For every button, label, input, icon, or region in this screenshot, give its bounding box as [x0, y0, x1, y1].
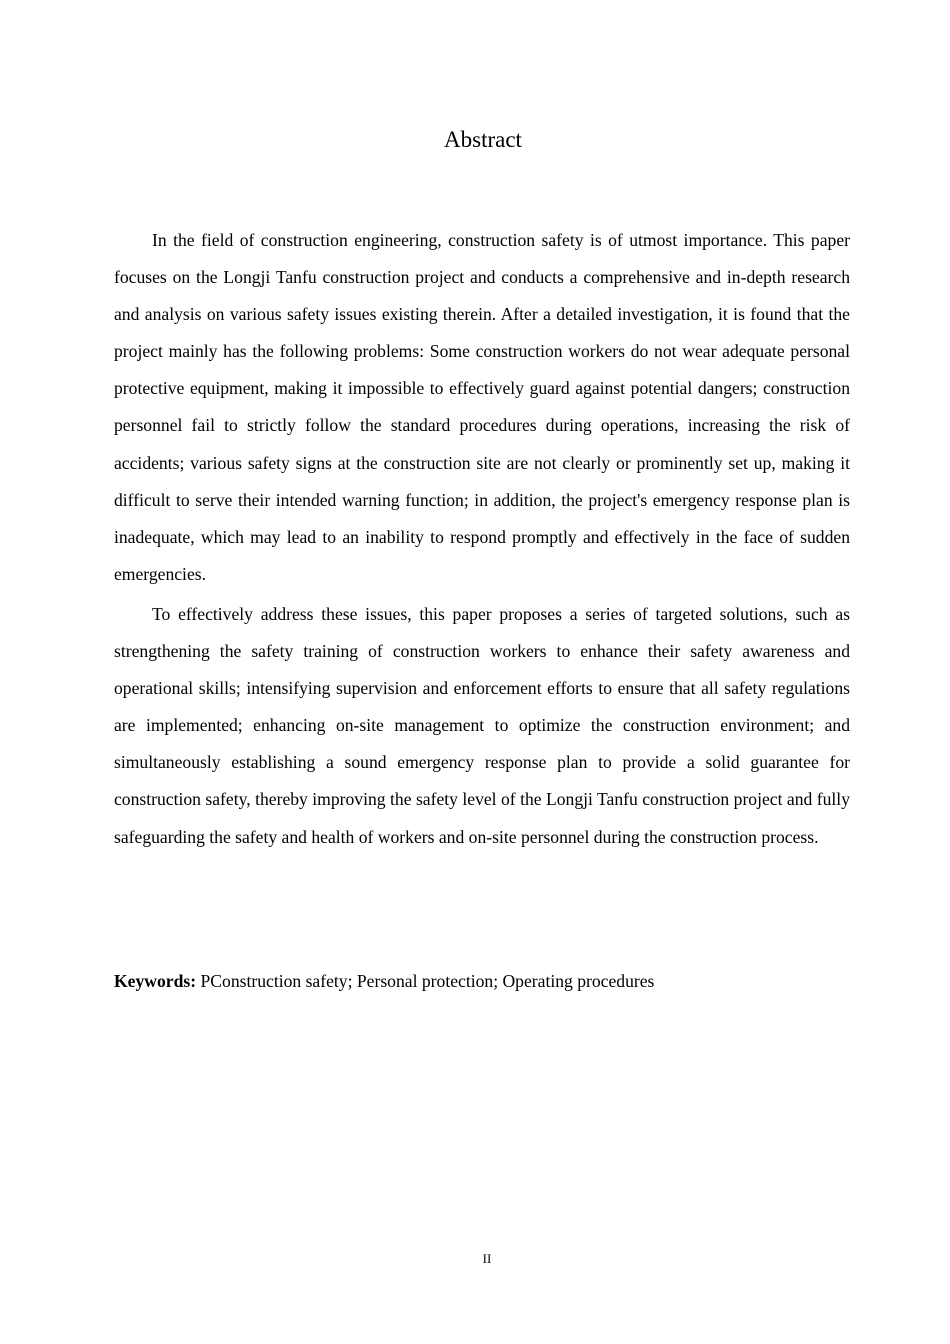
abstract-paragraph-2: To effectively address these issues, this paper proposes a series of targeted solutions, such as strengthening the safety training of construction workers to enhance their safety awareness and operational skills; intensifying supervision and enforcement efforts to ensure that all safety regulations are implemented; enhancing on-site management to optimize the construction environment; and simultaneously establishing a sound emergency response plan to provide a solid guarantee for construction safety, thereby improving the safety level of the Longji Tanfu construction project and fully safeguarding the safety and health of workers and on-site personnel during the construction process. [114, 603, 850, 847]
abstract-paragraph-1: In the field of construction engineering, construction safety is of utmost importance. This paper focuses on the Longji Tanfu construction project and conducts a comprehensive and in-depth research and analysis on various safety issues existing therein. After a detailed investigation, it is found that the project mainly has the following problems: Some construction workers do not wear adequate personal protective equipment, making it impossible to effectively guard against potential dangers; construction personnel fail to strictly follow the standard procedures during operations, increasing the risk of accidents; various safety signs at the construction site are not clearly or prominently set up, making it difficult to serve their intended warning function; in addition, the project's emergency response plan is inadequate, which may lead to an inability to respond promptly and effectively in the face of sudden emergencies. [114, 230, 850, 584]
keywords-line [114, 966, 850, 996]
page-title: Abstract [444, 127, 522, 152]
keywords-text: PConstruction safety; Personal protection; Operating procedures [200, 971, 655, 991]
page-number: II [482, 1251, 492, 1266]
abstract-body [114, 222, 850, 856]
keywords-label: Keywords: [114, 971, 197, 991]
